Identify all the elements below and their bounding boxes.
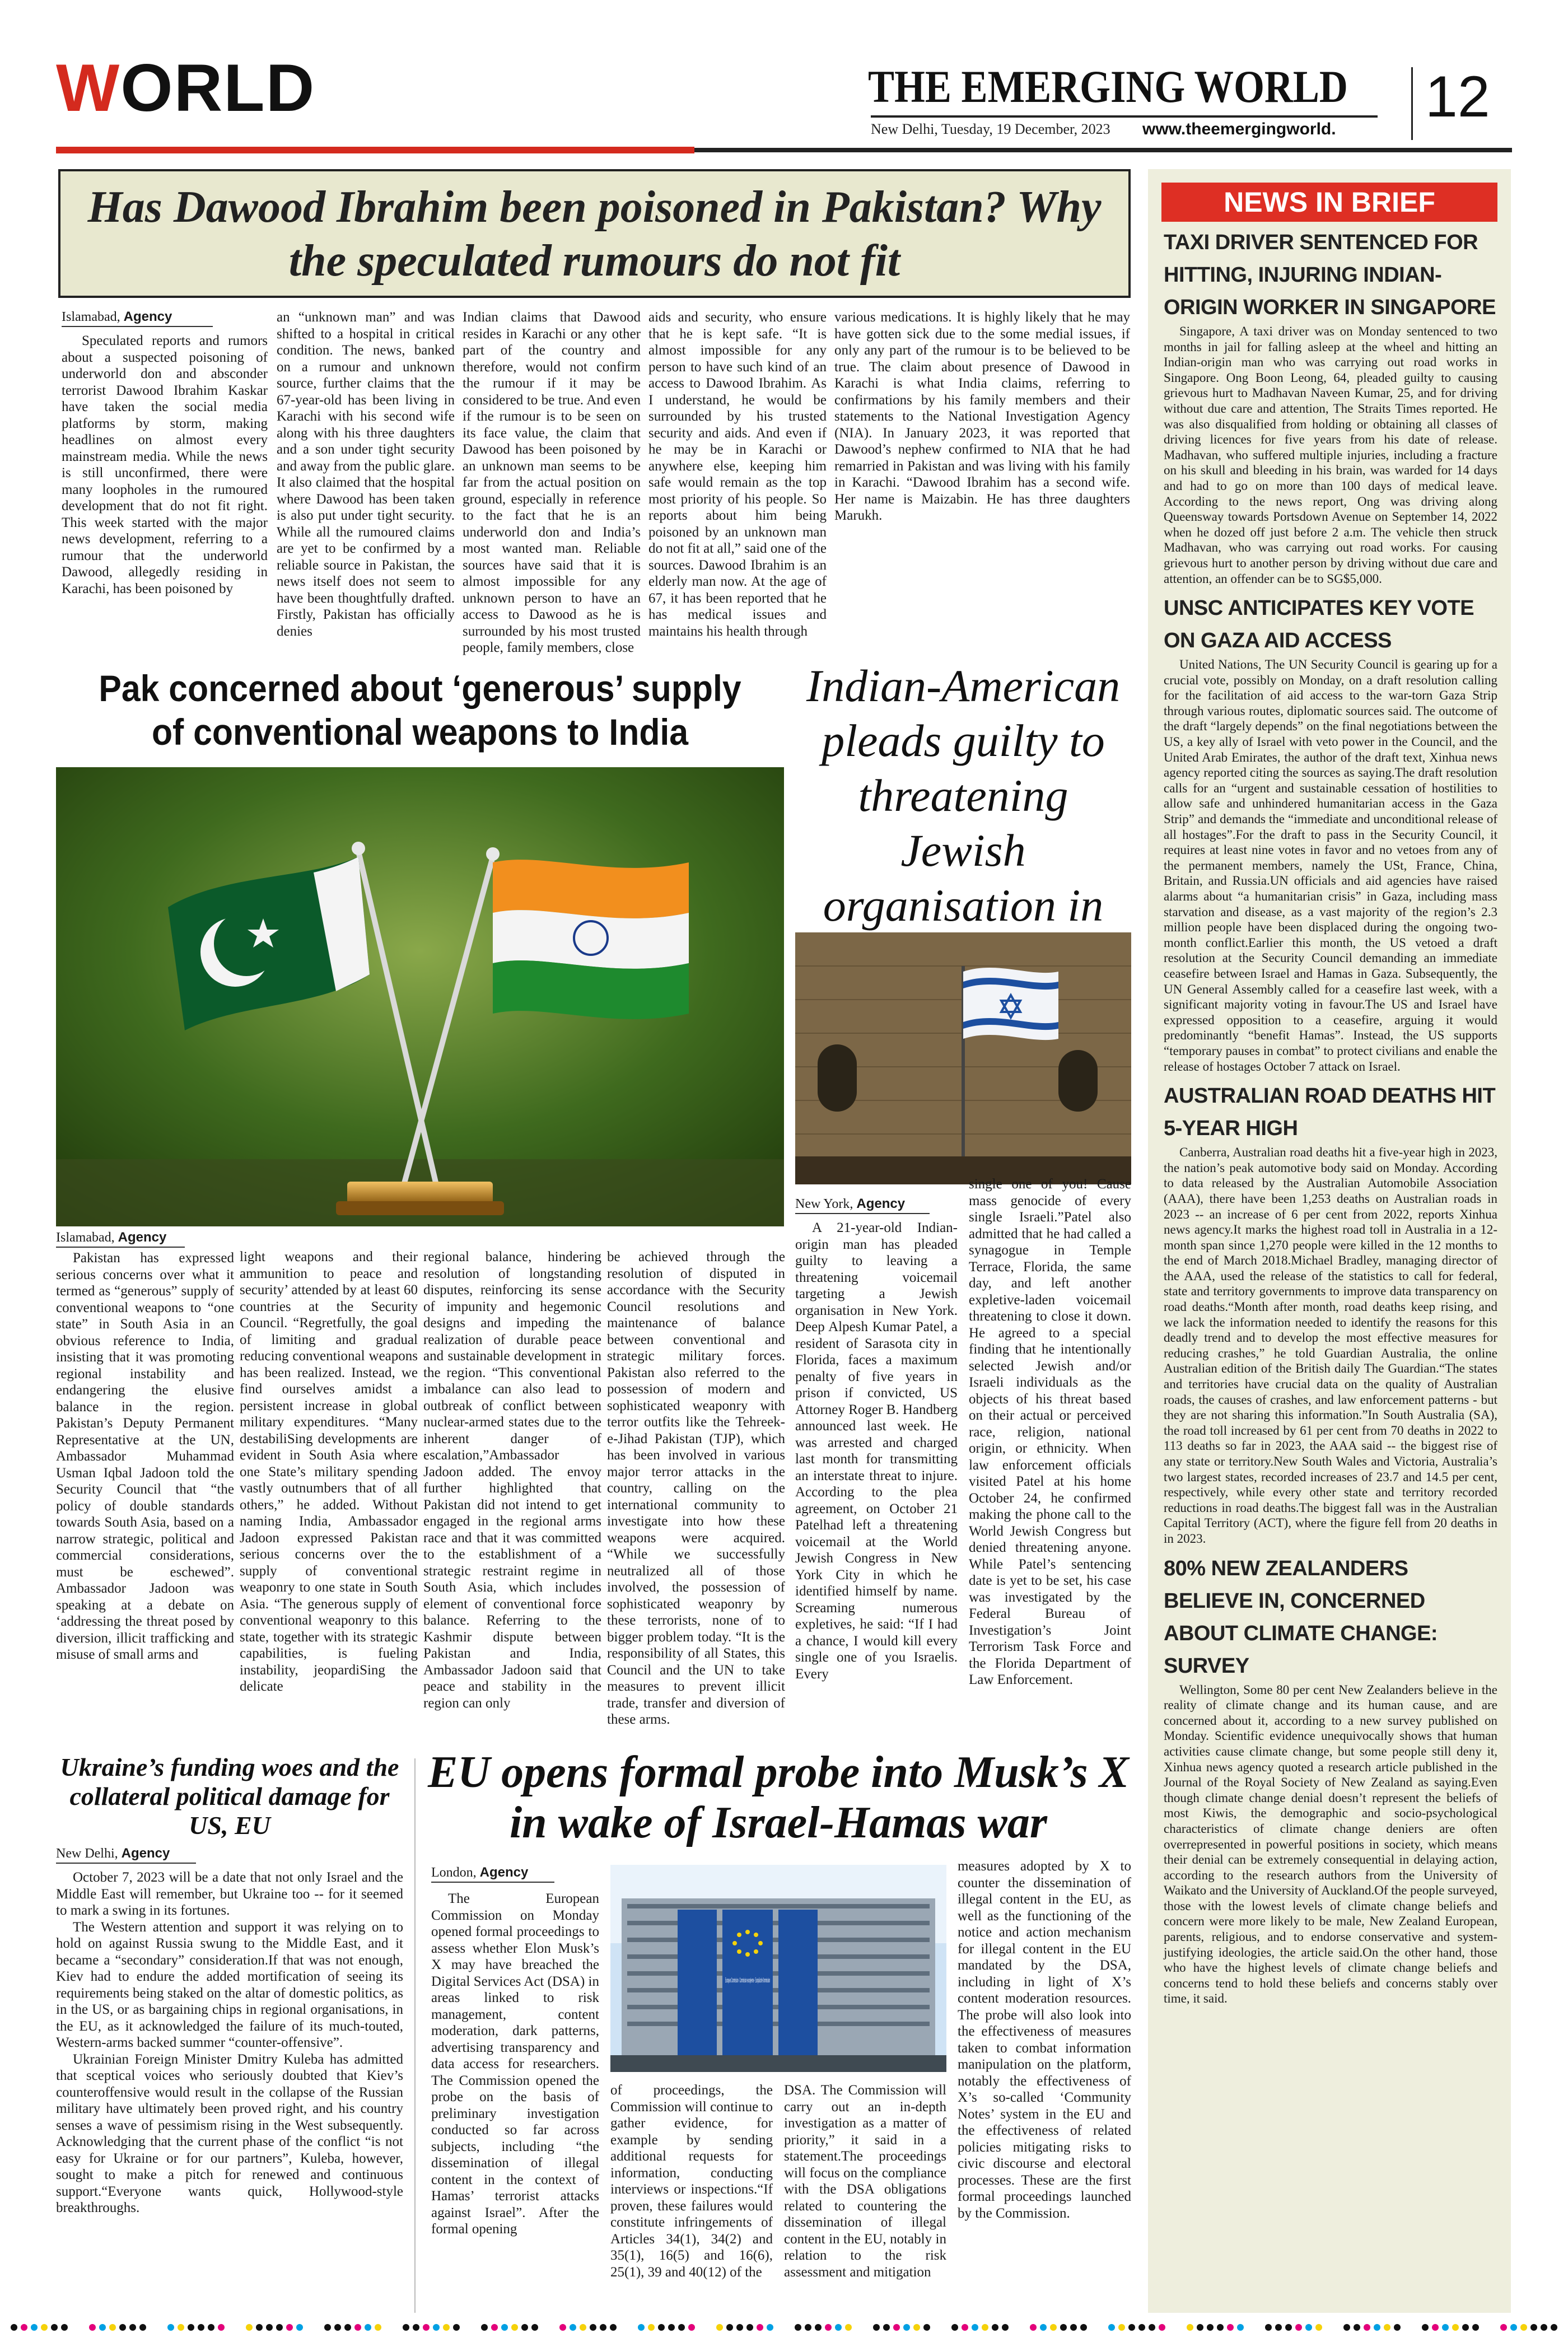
pak-source: Agency (118, 1230, 167, 1245)
lead-col-2 (277, 309, 455, 696)
brief-item (1164, 1080, 1497, 1546)
registration-dot (1002, 2324, 1009, 2331)
registration-dot (570, 2324, 576, 2331)
registration-dot (41, 2324, 48, 2331)
synagogue-photo (795, 932, 1131, 1184)
registration-dot (375, 2324, 381, 2331)
registration-dot (1275, 2324, 1282, 2331)
lead-dateline (62, 309, 268, 325)
registration-dot (972, 2324, 978, 2331)
registration-dot (951, 2324, 958, 2331)
ukraine-paragraph-2: The Western attention and support it was relying on to hold on against Russia swung to the Middle East, and it became a “secondary” consideration.If that was not enough, Kiev had to endure the added mortification of seeing its requirements being staked on the altar of domestic politics, as in the US, or as bargaining chips in regional organisations, in the EU, as it acknowledged the failure of its much-touted, Western-arms backed summer “counter-offensive”. (56, 1919, 403, 2050)
registration-dot (893, 2324, 900, 2331)
ukraine-place: New Delhi, (56, 1846, 118, 1861)
registration-dot (344, 2324, 351, 2331)
registration-dot (1070, 2324, 1077, 2331)
lead-source: Agency (123, 309, 172, 324)
registration-dot-group (1107, 2324, 1167, 2337)
registration-dot (726, 2324, 733, 2331)
registration-dot (1265, 2324, 1272, 2331)
registration-dot (1462, 2324, 1469, 2331)
registration-dot (678, 2324, 685, 2331)
registration-dot-group (1499, 2324, 1559, 2337)
pak-col-2 (240, 1249, 418, 1736)
registration-dot (521, 2324, 528, 2331)
registration-dot (453, 2324, 460, 2331)
registration-dot (688, 2324, 695, 2331)
ny-text-col-2: single one of you! Cause mass genocide of every single Israeli.”Patel also admitted that he had called a synagogue in Temple Terrace, Florida, the same day, and left another expletive-laden voicemail threatening to close it down. He agreed to a special finding that he intentionally selected Jewish and/or Israeli individuals as the objects of his threat based on their actual or perceived race, religion, national origin, or ethnicity. When law enforcement officials visited Patel at his home October 24, he confirmed making the phone call to the World Jewish Congress but denied threatening anyone. While Patel’s sentencing date is yet to be set, his case was investigated by the Federal Bureau of Investigation’s Joint Terrorism Task Force and the Florida Department of Law Enforcement. (969, 1177, 1131, 1687)
eu-col-4 (958, 1858, 1131, 2313)
lead-text-col-5: various medications. It is highly likely that he may have gotten sick due to the some medial issues, if only any part of the rumour is to be believed to be true. The claim about presence of Dawood in Karachi is what India claims, referring to confirmations by his family members and their statements to the National Investigation Agency (NIA). In January 2023, it was reported that Dawood’s nephew confirmed to NIA that he had remarried in Pakistan and was living with his family in Karachi. “Dawood Ibrahim has a second wife. Her name is Maizabin. He has three daughters Marukh. (834, 310, 1130, 523)
registration-dot-group (9, 2324, 69, 2337)
registration-dot (600, 2324, 606, 2331)
lead-col-1 (62, 309, 268, 696)
registration-dot (501, 2324, 508, 2331)
lead-headline-box (58, 169, 1131, 298)
header-red-rule (56, 147, 694, 153)
ukraine-source: Agency (121, 1846, 170, 1861)
registration-dot (61, 2324, 68, 2331)
ukraine-dateline (56, 1846, 403, 1861)
ukraine-dateline-rule (56, 1863, 196, 1864)
pak-text-col-2: light weapons and their ammunition to peace and security’ attended by at least 60 countries at the Security Council. “Regretfully, the goal of limiting and gradual reducing conventional weapons has been realized. Instead, we find ourselves amidst a persistent increase in global military expenditures. “Many destabiliSing developments are evident in South Asia where one State’s military spending vastly outnumbers that of all others,” he added. Without naming India, Ambassador Jadoon expressed Pakistan serious concerns over the supply of conventional weaponry to one state in South Asia. “The generous supply of conventional weaponry to this state, together with its strategic capabilities, is fueling instability, jeopardiSing the delicate (240, 1249, 418, 1694)
ukraine-body (56, 1846, 403, 2313)
registration-dot (982, 2324, 988, 2331)
registration-dot (746, 2324, 753, 2331)
registration-dot (590, 2324, 596, 2331)
registration-dot-group (1420, 2324, 1481, 2337)
registration-dot (256, 2324, 263, 2331)
registration-dot-group (715, 2324, 775, 2337)
pak-dateline-rule (56, 1247, 185, 1248)
eu-dateline-rule (431, 1882, 554, 1883)
pak-text-col-1: Pakistan has expressed serious concerns over what it termed as “generous” supply of conventional weapons to “one state” in South Asia in an obvious reference to India, insisting that it was promoting regional instability and endangering the elusive balance in the region. Pakistan’s Deputy Permanent Representative at the UN, Ambassador Muhammad Usman Iqbal Jadoon told the Security Council that “the policy of double standards towards South Asia, based on a narrow strategic, political and commercial considerations, must be eschewed”. Ambassador Jadoon was speaking at a debate on ‘addressing the threat posed by diversion, illicit trafficking and misuse of small arms and (56, 1250, 234, 1662)
brief-text-3: Canberra, Australian road deaths hit a five-year high in 2023, the nation’s peak automotive body said on Monday. According to data released by the Australian Automobile Association (AAA), there have been 1,253 deaths on Australian roads in 2023 -- an increase of 6 per cent from 2022, reports Xinhua news agency.It marks the highest road toll in Australia in a 12-month span since 1,270 people were killed in the 12 months to the end of March 2018.Michael Bradley, managing director of the AAA, used the release of the statistics to call for federal, state and territory governments to improve data transparency on road deaths.“Month after month, road deaths keep rising, and we lack the information needed to identify the reasons for this deadly trend and to develop the most effective measures for reducing crashes,” he told Guardian Australia, the online Australian edition of the British daily The Guardian.“The states and territories have crucial data on the quality of Australian roads, the causes of crashes, and law enforcement patterns - but they are not sharing this information.”In South Australia (SA), the road toll increased by 61 per cent from 70 deaths in 2022 to 113 deaths so far in 2023, the AAA said -- the biggest rise of any state or territory.New South Wales and Victoria, Australia’s two largest states, recorded increases of 23.7 and 14.5 per cent, respectively, while every other state and territory recorded reductions in road deaths.The biggest fall was in the Australian Capital Territory (ACT), where the figure fell from 20 deaths in in 2023. (1164, 1145, 1497, 1546)
registration-dot-group (401, 2324, 461, 2337)
registration-dot (1530, 2324, 1537, 2331)
registration-dot (815, 2324, 822, 2331)
registration-dot (1315, 2324, 1322, 2331)
paper-name: THE EMERGING WORLD (868, 61, 1348, 112)
pak-col-3 (423, 1249, 601, 1736)
registration-dot (1080, 2324, 1087, 2331)
news-in-brief-body (1148, 222, 1511, 2006)
ukraine-paragraph-1: October 7, 2023 will be a date that not only Israel and the Middle East will remember, but Ukraine too -- for it seemed to mark a swing in its fortunes. (56, 1870, 403, 1918)
registration-dot-group (244, 2324, 305, 2337)
registration-dot-group (1028, 2324, 1089, 2337)
registration-dot (334, 2324, 341, 2331)
registration-dot (1305, 2324, 1312, 2331)
pak-col-4 (607, 1249, 785, 1736)
registration-dot (1295, 2324, 1302, 2331)
registration-dot (403, 2324, 409, 2331)
registration-dot (1138, 2324, 1145, 2331)
registration-dot (1520, 2324, 1527, 2331)
ny-place: New York, (795, 1197, 853, 1211)
registration-dot (511, 2324, 518, 2331)
registration-dot (218, 2324, 225, 2331)
ukraine-headline: Ukraine’s funding woes and the collateral political damage for US, EU (60, 1753, 399, 1840)
registration-dot (531, 2324, 538, 2331)
ukraine-paragraph-3: Ukrainian Foreign Minister Dmitry Kuleba has admitted that sceptical voices who seriously doubted that Kiev’s counteroffensive would result in the collapse of the Russian military have ultimately been proved right, and his country senses a wave of pessimism rising in the West subsequently. Acknowledging that the current phase of the conflict “is not easy for Ukraine or for our partners”, Kuleba, however, sought to make a pitch for renewed and continuous support.“Everyone wants quick, Hollywood-style breakthroughs. (56, 2051, 403, 2215)
lead-text-col-2: an “unknown man” and was shifted to a hospital in critical condition. The news, banked on a rumour and unknown source, further claims that the 67-year-old has been living in Karachi with his second wife along with his three daughters and a son under tight security and away from the public glare. It also claimed that the hospital where Dawood has been taken is also put under tight security. While all the rumoured claims are yet to be confirmed by a reliable source in Pakistan, the news itself does not seem to have been thoughtfully drafted. Firstly, Pakistan has officially denies (277, 310, 455, 639)
registration-dot (31, 2324, 38, 2331)
registration-dot-group (87, 2324, 148, 2337)
registration-dot (1030, 2324, 1037, 2331)
registration-dot (1343, 2324, 1350, 2331)
registration-dot (992, 2324, 998, 2331)
registration-dot (1187, 2324, 1193, 2331)
registration-dot (716, 2324, 723, 2331)
registration-dot (1354, 2324, 1360, 2331)
registration-dot (119, 2324, 126, 2331)
section-title-first-letter: W (56, 50, 121, 125)
brief-title-1: TAXI DRIVER SENTENCED FOR HITTING, INJURING INDIAN-ORIGIN WORKER IN SINGAPORE (1164, 231, 1496, 319)
registration-dot (11, 2324, 17, 2331)
eu-building-sign: European Commission · Commission européenne · Europäische Kommission (725, 1976, 770, 1984)
section-title (56, 52, 315, 124)
eu-text-col-4: measures adopted by X to counter the dissemination of illegal content in the EU, as well as the functioning of the notice and action mechanism for illegal content in the EU mandated by the DSA, including in light of X’s content moderation resources. The probe will also look into the effectiveness of measures taken to combat information manipulation on the platform, notably the effectiveness of X’s so-called ‘Community Notes’ system in the EU and the effectiveness of related policies mitigating risks to civic discourse and electoral processes. These are the first formal proceedings launched by the Commission. (958, 1859, 1131, 2221)
registration-dot (648, 2324, 655, 2331)
lead-col-3 (463, 309, 641, 696)
ny-col-2 (969, 1176, 1131, 1734)
eu-col-1 (431, 1865, 599, 2313)
registration-dot (481, 2324, 488, 2331)
registration-dot (198, 2324, 204, 2331)
registration-dot (208, 2324, 214, 2331)
registration-dot (21, 2324, 27, 2331)
eu-headline: EU opens formal probe into Musk’s X in wake of Israel-Hamas war (427, 1748, 1130, 1847)
registration-dot (246, 2324, 253, 2331)
brief-title-3: AUSTRALIAN ROAD DEATHS HIT 5-YEAR HIGH (1164, 1084, 1496, 1141)
registration-dot (962, 2324, 968, 2331)
registration-dot (913, 2324, 920, 2331)
eu-place: London, (431, 1865, 477, 1880)
news-in-brief-panel (1148, 169, 1511, 2313)
registration-dot-group (950, 2324, 1010, 2337)
registration-dot (767, 2324, 773, 2331)
brief-text-4: Wellington, Some 80 per cent New Zealanders believe in the reality of climate change and its human cause, and are concerned about it, according to a new survey published on Monday. Scientific evidence unequivocally shows that human activities cause climate change, but some people still deny it, Xinhua news agency quoted a research article published in the Journal of the Royal Society of New Zealand as saying.Even though climate change denial doesn’t represent the beliefs of most Kiwis, the demographic and socio-psychological characteristics of climate change deniers are often overrepresented in powerful positions in society, which means their denial can be extremely consequential in delaying action, according to the research authors from the University of Waikato and the University of Auckland.Of the people surveyed, those with the lowest levels of climate change beliefs and concern were more likely to be male, New Zealand European, parents, religious, and to endorse conservative and system-justifying ideologies, the article said.On the other hand, those who have the highest levels of climate change beliefs and concerns tend to hold these beliefs and concerns stably over time, it said. (1164, 1682, 1497, 2006)
registration-dot (923, 2324, 930, 2331)
registration-dot-group (1263, 2324, 1324, 2337)
registration-dot (129, 2324, 136, 2331)
registration-dot (658, 2324, 665, 2331)
pak-place: Islamabad, (56, 1230, 115, 1245)
registration-dots (0, 2324, 1568, 2337)
registration-dot (835, 2324, 842, 2331)
ny-dateline (795, 1196, 958, 1212)
eu-source: Agency (479, 1865, 529, 1880)
brief-item (1164, 226, 1497, 586)
brief-item (1164, 1552, 1497, 2006)
pak-dateline (56, 1230, 234, 1245)
registration-dot-group (636, 2324, 697, 2337)
registration-dot (1432, 2324, 1439, 2331)
ny-dateline-rule (795, 1213, 930, 1214)
registration-dot (139, 2324, 146, 2331)
registration-dot-group (323, 2324, 383, 2337)
registration-dot (423, 2324, 430, 2331)
brief-title-4: 80% NEW ZEALANDERS BELIEVE IN, CONCERNED ABOUT CLIMATE CHANGE: SURVEY (1164, 1556, 1438, 1678)
registration-dot (1510, 2324, 1517, 2331)
registration-dot (1500, 2324, 1507, 2331)
ny-col-1 (795, 1196, 958, 1734)
registration-dot (188, 2324, 194, 2331)
registration-dot (873, 2324, 880, 2331)
registration-dot (1207, 2324, 1214, 2331)
india-flag (493, 860, 689, 1019)
lead-text-col-1: Speculated reports and rumors about a suspected poisoning of underworld don and absconder terrorist Dawood Ibrahim Kaskar have taken the social media platforms by storm, making headlines on almost every mainstream media. While the news is still unconfirmed, there were many loopholes in the rumoured development that do not fit right. This week started with the major news development, referring to a rumour that the underworld Dawood, allegedly residing in Karachi, has been poisoned by (62, 333, 268, 596)
registration-dot (1541, 2324, 1547, 2331)
masthead-website[interactable]: www.theemergingworld. (1142, 120, 1336, 138)
registration-dot (1108, 2324, 1115, 2331)
registration-dot (1374, 2324, 1380, 2331)
registration-dot (1050, 2324, 1057, 2331)
registration-dot (89, 2324, 96, 2331)
registration-dot (354, 2324, 361, 2331)
registration-dot (413, 2324, 419, 2331)
pak-headline: Pak concerned about ‘generous’ supply of conventional weapons to India (99, 668, 741, 753)
pak-col-1 (56, 1230, 234, 1734)
registration-dot (1472, 2324, 1479, 2331)
registration-dot (903, 2324, 910, 2331)
masthead-rule (871, 115, 1378, 118)
lead-dateline-rule (62, 326, 213, 327)
registration-dot (433, 2324, 440, 2331)
pak-text-col-4: be achieved through the resolution of disputed in accordance with the Security Council resolutions and maintenance of balance between conventional and strategic military forces. Pakistan also referred to the possession of modern and sophisticated weaponry with terror outfits like the Tehreek-e-Jihad Pakistan (TJP), which has been involved in various major terror attacks in the country, calling on the international community to investigate into how these weapons were acquired. “While we successfully neutralized all of those involved, the possession of sophisticated weaponry by these terrorists, none of to bigger problem today. “It is the responsibility of all States, this Council and the UN to take measures to prevent illicit trade, transfer and diversion of these arms. (607, 1249, 785, 1727)
eu-text-col-1: The European Commission on Monday opened formal proceedings to assess whether Elon Musk’s X may have breached the Digital Services Act (DSA) in areas linked to risk management, content moderation, dark patterns, advertising transparency and data access for researchers. The Commission opened the probe on the basis of preliminary investigation conducted so far across subjects, including “the dissemination of illegal content in the context of Hamas’ terrorist attacks against Israel”. After the formal opening (431, 1891, 599, 2237)
registration-dot-group (1185, 2324, 1245, 2337)
registration-dot (1118, 2324, 1125, 2331)
header-black-rule (694, 148, 1512, 152)
page-number: 12 (1425, 64, 1490, 129)
registration-dot-group (793, 2324, 853, 2337)
page-number-divider (1411, 67, 1413, 140)
registration-dot (266, 2324, 273, 2331)
registration-dot-group (479, 2324, 540, 2337)
brief-item (1164, 592, 1497, 1074)
registration-dot-group (871, 2324, 932, 2337)
ukraine-eu-divider (414, 1758, 416, 2313)
masthead-dateline: New Delhi, Tuesday, 19 December, 2023 (871, 121, 1110, 137)
lead-headline: Has Dawood Ibrahim been poisoned in Pakistan? Why the speculated rumours do not fit (87, 183, 1102, 286)
registration-dot (805, 2324, 811, 2331)
registration-dot (324, 2324, 331, 2331)
registration-dot (1149, 2324, 1155, 2331)
registration-dot (1217, 2324, 1224, 2331)
lead-text-col-4: aids and security, who ensure that he is kept safe. “It is almost impossible for any person to have such kind of an access to Dawood Ibrahim. As I understand, he would be surrounded by his trusted security and aids. And even if he may be in Karachi or anywhere else, keeping him safe would remain as the top most priority of his people. So reports about him being poisoned by an unknown man do not fit at all,” said one of the sources. Dawood Ibrahim is an elderly man now. At the age of 67, it has been reported that he has medical issues and maintains his health through (648, 310, 827, 639)
eu-text-col-3: DSA. The Commission will carry out an in-depth investigation as a matter of priority,” it said in a statement.The proceedings will focus on the compliance with the DSA obligations related to countering the dissemination of illegal content in the EU, notably in relation to the risk assessment and mitigation (784, 2083, 946, 2280)
registration-dot (757, 2324, 763, 2331)
registration-dot (109, 2324, 116, 2331)
registration-dot (276, 2324, 283, 2331)
registration-dot (1384, 2324, 1390, 2331)
registration-dot (1364, 2324, 1370, 2331)
registration-dot (167, 2324, 174, 2331)
registration-dot (1452, 2324, 1459, 2331)
synagogue-illustration (795, 932, 1131, 1184)
lead-col-4 (648, 309, 827, 696)
registration-dot (365, 2324, 371, 2331)
registration-dot (668, 2324, 675, 2331)
registration-dot (845, 2324, 852, 2331)
registration-dot (1128, 2324, 1135, 2331)
registration-dot (1227, 2324, 1234, 2331)
news-in-brief-header-text: NEWS IN BRIEF (1224, 186, 1435, 218)
registration-dot (1394, 2324, 1401, 2331)
registration-dot (296, 2324, 303, 2331)
eu-col-3 (784, 2082, 946, 2313)
registration-dot (610, 2324, 617, 2331)
brief-text-1: Singapore, A taxi driver was on Monday sentenced to two months in jail for falling asleep at the wheel and hitting an Indian-origin man who was carrying out road works in Singapore. Ong Boon Leong, 64, pleaded guilty to causing grievous hurt to Madhavan Naveen Kumar, 25, and for driving without due care and attention, The Straits Times reported. He was also disqualified from holding or obtaining all classes of driving licences for five years from his date of release. Madhavan, who suffered multiple injuries, including a fracture on his skull and bleeding in his brain, was warded for 14 days and had to go on more than 100 days of medical leave. According to the news report, Ong was driving along Queensway towards Portsdown Avenue on September 14, 2022 when he dozed off just before 2 a.m. The vehicle then struck Madhavan, who was carrying out road works. For causing grievous hurt to another person by driving without due care and attention, an offender can be to SG$5,000. (1164, 324, 1497, 586)
registration-dot (1197, 2324, 1203, 2331)
eu-dateline (431, 1865, 599, 1880)
brief-text-2: United Nations, The UN Security Council is gearing up for a crucial vote, possibly on Monday, on a draft resolution calling for the facilitation of aid access to the war-torn Gaza Strip through various routes, diplomatic sources said. The outcome of the draft “largely depends” on the final negotiations between the US, a key ally of Israel with veto power in the Council, and the United Arab Emirates, the author of the draft text, Xinhua news agency reported citing the sources as saying.The draft resolution calls for an “urgent and sustainable cessation of hostilities to allow safe and unhindered humanitarian access in the Gaza Strip” and demands the “immediate and unconditional release of all hostages”.For the draft to pass in the Security Council, it requires at least nine votes in favor and no vetoes from any of the permanent members, namely the USt, France, China, Britain, and Russia.UN officials and aid agencies have raised alarms about “a humanitarian crisis” in Gaza, including mass starvation and disease, as a vast majority of the region’s 2.3 million people have been displaced during the ongoing two-month conflict.Earlier this month, the US vetoed a draft resolution at the Security Council demanding an immediate ceasefire between Israel and Hamas in Gaza. Subsequently, the UN General Assembly called for a ceasefire last week, with a significant majority voting in favour.The US and Israel have expressed opposition to a ceasefire, arguing it would predominantly “benefit Hamas”. Instead, the US supports “temporary pauses in combat” to protect civilians and enable the release of hostages October 7 attack on Israel. (1164, 657, 1497, 1074)
eu-col-2 (610, 2082, 773, 2313)
pak-text-col-3: regional balance, hindering resolution of longstanding disputes, reinforcing its sense of impunity and hegemonic designs and impeding the realization of durable peace and sustainable development in the region. “This conventional imbalance can also lead to outbreak of conflict between nuclear-armed states due to the inherent danger of escalation,”Ambassador Jadoon added. The envoy further highlighted that Pakistan did not intend to get engaged in the regional arms race and that it was committed to the establishment of a strategic restraint regime in South Asia, which includes element of conventional force balance. Referring to the Kashmir dispute between Pakistan and India, Ambassador Jadoon said that peace and stability in the region can only (423, 1249, 601, 1711)
flags-illustration (56, 767, 784, 1226)
registration-dot (99, 2324, 106, 2331)
registration-dot-group (558, 2324, 618, 2337)
registration-dot (795, 2324, 801, 2331)
registration-dot (1422, 2324, 1429, 2331)
section-title-rest: ORLD (120, 50, 316, 125)
lead-col-5 (834, 309, 1130, 696)
registration-dot (736, 2324, 743, 2331)
registration-dot (1237, 2324, 1244, 2331)
eu-text-col-2: of proceedings, the Commission will continue to gather evidence, for example by sending additional requests for information, conducting interviews or inspections.“If proven, these failures would constitute infringements of Articles 34(1), 34(2) and 35(1), 16(5) and 16(6), 25(1), 39 and 40(12) of the (610, 2083, 773, 2280)
registration-dot (559, 2324, 566, 2331)
registration-dot (178, 2324, 184, 2331)
registration-dot (286, 2324, 293, 2331)
eu-building-photo (610, 1865, 946, 2072)
registration-dot (491, 2324, 498, 2331)
registration-dot (51, 2324, 58, 2331)
registration-dot (1551, 2324, 1557, 2331)
ny-text-col-1: A 21-year-old Indian-origin man has pleaded guilty to leaving a threatening voicemail targeting a Jewish organisation in New York. Deep Alpesh Kumar Patel, a resident of Sarasota city in Florida, faces a maximum penalty of five years in prison if convicted, US Attorney Roger B. Handberg announced last week. He was arrested and charged last month for transmitting an interstate threat to injure. According to the plea agreement, on October 21 Patelhad left a threatening voicemail at the World Jewish Congress in New York City in which he identified himself by name. Screaming numerous expletives, he said: “If I had a chance, I would kill every single one of you Israelis. Every (795, 1220, 958, 1682)
registration-dot (1159, 2324, 1165, 2331)
registration-dot (1040, 2324, 1047, 2331)
registration-dot-group (1342, 2324, 1402, 2337)
news-in-brief-header (1161, 183, 1497, 222)
flags-photo (56, 767, 784, 1226)
ny-headline: Indian-American pleads guilty to threatening Jewish organisation in (806, 660, 1121, 931)
registration-dot (825, 2324, 832, 2331)
brief-title-2: UNSC ANTICIPATES KEY VOTE ON GAZA AID ACCESS (1164, 596, 1474, 653)
registration-dot (638, 2324, 645, 2331)
registration-dot (580, 2324, 586, 2331)
lead-place: Islamabad, (62, 310, 120, 324)
registration-dot (883, 2324, 890, 2331)
registration-dot (1285, 2324, 1292, 2331)
eu-building-illustration (610, 1865, 946, 2072)
ny-source: Agency (856, 1196, 906, 1211)
registration-dot (1442, 2324, 1449, 2331)
registration-dot (443, 2324, 450, 2331)
registration-dot (1060, 2324, 1067, 2331)
lead-text-col-3: Indian claims that Dawood resides in Karachi or any other part of the country and therefore, would not confirm the rumour if it may be considered to be true. And even if the rumour is to be seen on its face value, the claim that Dawood has been poisoned by an unknown man seems to be far from the actual position on ground, especially in reference to the fact that he is an underworld don and India’s most wanted man. Reliable sources have said that it is almost impossible for any unknown person to have an access to Dawood as he is surrounded by his most trusted people, family members, close (463, 310, 641, 655)
registration-dot-group (166, 2324, 226, 2337)
